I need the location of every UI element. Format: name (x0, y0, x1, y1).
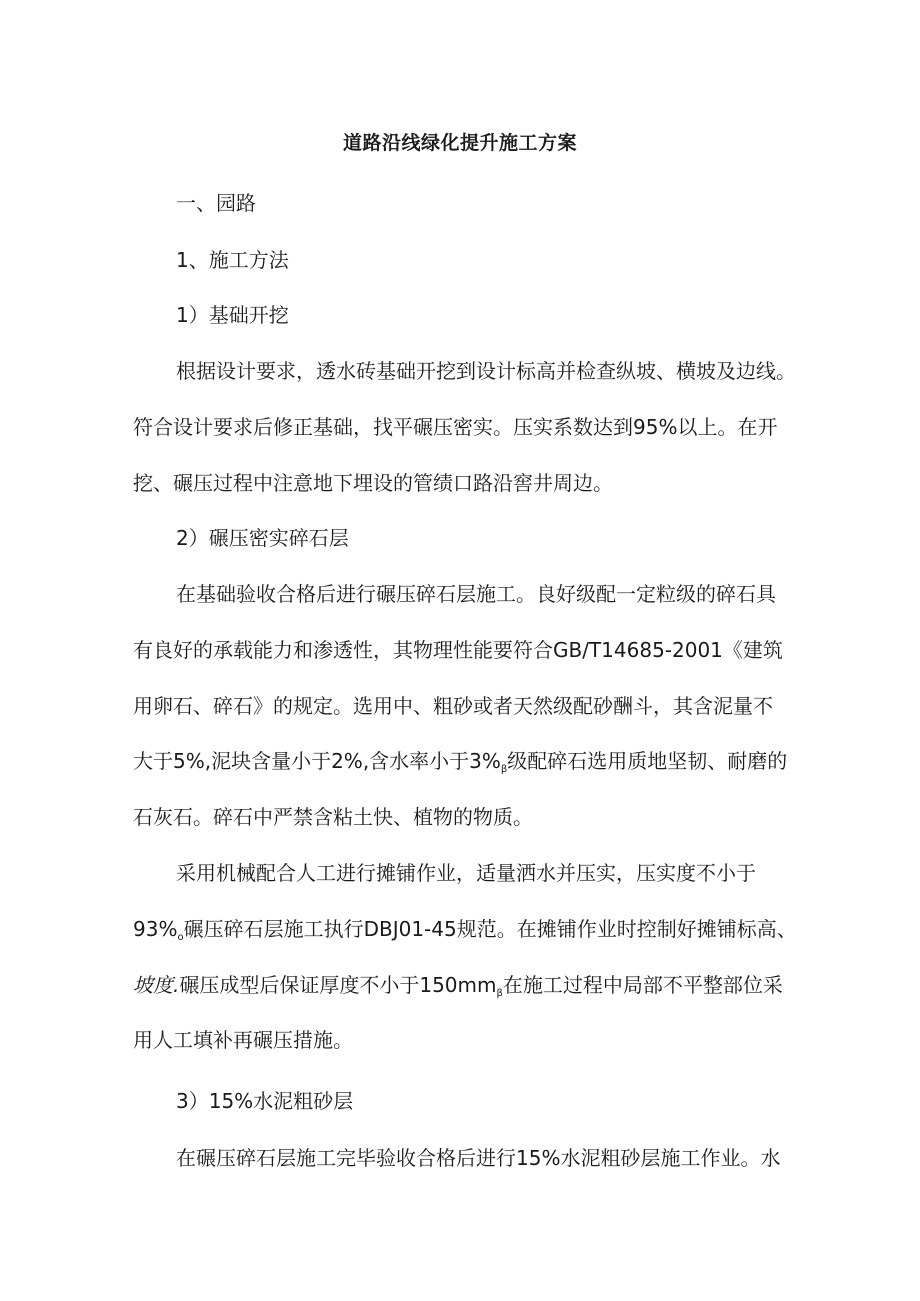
paragraph-line: 石灰石。碎石中严禁含粘土快、植物的物质。 (133, 805, 533, 829)
paragraph-line (133, 970, 783, 1009)
paragraph-line (133, 746, 787, 785)
paragraph-line: 挖、碾压过程中注意地下埋设的管绩口路沿窖井周边。 (133, 471, 613, 495)
step-heading: 1）基础开挖 (176, 303, 289, 327)
step-heading: 2）碾压密实碎石层 (176, 526, 349, 550)
paragraph-line: 在基础验收合格后进行碾压碎石层施工。良好级配一定粒级的碎石具 (176, 582, 776, 606)
subscript-mark: o (177, 932, 184, 943)
subscript-mark: β (500, 764, 508, 775)
paragraph-line: 在碾压碎石层施工完毕验收合格后进行15%水泥粗砂层施工作业。水 (176, 1146, 781, 1170)
paragraph-line: 用人工填补再碾压措施。 (133, 1028, 353, 1052)
text-run: 级配碎石选用质地坚韧、耐磨的 (507, 749, 788, 773)
document-title: 道路沿线绿化提升施工方案 (342, 132, 577, 154)
text-run: 碾压成型后保证厚度不小于150mm (179, 973, 497, 997)
paragraph-line: 符合设计要求后修正基础，找平碾压密实。压实系数达到95%以上。在开 (133, 415, 778, 439)
paragraph-line: 根据设计要求，透水砖基础开挖到设计标高并检查纵坡、横坡及边线。 (176, 359, 796, 383)
text-run: 碾压碎石层施工执行DBJ01-45规范。在摊铺作业时控制好摊铺标高、 (183, 917, 797, 941)
text-run: 在施工过程中局部不平整部位采 (502, 973, 783, 997)
paragraph-line: 有良好的承载能力和渗透性，其物理性能要符合GB/T14685-2001《建筑 (133, 638, 783, 662)
text-run: 93% (133, 917, 178, 941)
subsection-heading: 1、施工方法 (176, 248, 289, 272)
step-heading: 3）15%水泥粗砂层 (176, 1089, 354, 1113)
subscript-mark: β (496, 988, 503, 999)
paragraph-line (133, 914, 797, 953)
section-heading: 一、园路 (176, 191, 256, 215)
paragraph-line: 采用机械配合人工进行摊铺作业，适量洒水并压实，压实度不小于 (176, 861, 756, 885)
paragraph-line: 用卵石、碎石》的规定。选用中、粗砂或者天然级配砂酬斗，其含泥量不 (133, 694, 773, 718)
italic-run: 坡度. (133, 973, 180, 997)
text-run: 大于5%,泥块含量小于2%,含水率小于3% (133, 749, 501, 773)
